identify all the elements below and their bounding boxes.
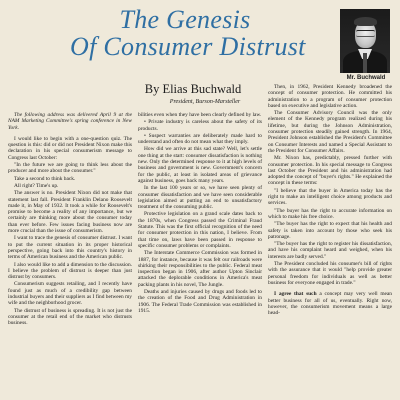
paragraph: • Suspect warranties are deliberately made hard to understand and often do not mean what they imply. <box>138 132 262 146</box>
byline: By Elias Buchwald <box>144 82 242 96</box>
paragraph-lead-in: I agree that such <box>274 291 317 298</box>
paragraph: The President concluded his consumer's bill of rights with the assurance that it would "help provide greater personal freedom for individuals as well as better business for everyone engaged in trade." <box>268 261 392 286</box>
paragraph: "In the future we are going to think less about the producer and more about the consumer." <box>8 162 132 175</box>
paragraph: All right? Time's up. <box>14 182 59 189</box>
paragraph: The distrust of business is spreading. It is not just the consumer at the retail end of the market who distrusts business. <box>8 307 132 327</box>
paragraph: I want to trace the genesis of consumer distrust. I want to put the current situation in its proper historical perspective, going back into this country's history in terms of American business and the American public. <box>8 235 132 261</box>
paragraph: The Interstate Commerce Commission was formed in 1887, for instance, because it was felt our railroads were shirking their responsibilities to the public. Federal meat inspection began in 1906, after author Upton Sinclair attacked the deplorable conditions in America's meat packing plants in his novel, The Jungle. <box>138 250 262 288</box>
paragraph: "The buyer has the right to accurate information on which to make his free choice. <box>268 207 392 220</box>
paragraph: bilities even when they have been clearly defined by law. <box>138 112 262 118</box>
title-line-1: The Genesis <box>119 5 251 34</box>
paragraph: Deaths and injuries caused by drugs and foods led to the creation of the Food and Drug Administration in 1906. The Federal Trade Commission was established in 1915. <box>138 289 262 314</box>
text-column-1 <box>8 112 132 327</box>
paragraph: "The buyer has the right to expect that his health and safety is taken into account by those who seek his patronage. <box>268 221 392 240</box>
text-column-2 <box>138 112 262 314</box>
paragraph: Take a second to think back. <box>14 175 76 182</box>
paragraph: • Private industry is careless about the safety of its products. <box>138 119 262 132</box>
article-title <box>70 5 306 61</box>
paragraph: Mr. Nixon has, predictably, pressed further with consumer protection. In his special message to Congress last October the President and his administration had adopted the concept of "buyer's rights." He explained the concept in these terms: <box>268 155 392 187</box>
author-photo <box>340 9 390 73</box>
title-line-2: Of Consumer Distrust <box>70 32 306 61</box>
paragraph: "The buyer has the right to register his dissatisfaction, and have his complaint heard and weighed, when his interests are badly served." <box>268 241 392 260</box>
author-affiliation: President, Burson-Marsteller <box>169 99 241 105</box>
paragraph: The following address was delivered April 9 at the NAM Marketing Committee's spring conference in New York. <box>8 112 132 131</box>
text-column-3 <box>268 84 392 316</box>
paragraph: The Consumer Advisory Council was the only element of the Kennedy program realized during his lifetime, but during the Johnson Administration, consumer protection steadily gained strength. In 1964, President Johnson established the President's Committee on Consumer Interests and named a Special Assistant to the President for Consumer Affairs. <box>268 110 392 154</box>
paragraph: I also would like to add a dimension to the discussion. I believe the problem of distrust is deeper than just distrust by consumers. <box>8 261 132 281</box>
paragraph: Protective legislation on a grand scale dates back to the 1870s, when Congress passed the Criminal Fraud Statute. This was the first official recognition of the need for consumer protection in this nation, I believe. From that time on, laws have been passed in response to specific consumer problems or complaints. <box>138 211 262 249</box>
paragraph: I would like to begin with a one-question quiz. The question is this: did or did not President Nixon make this declaration in his special consumerism message to Congress last October: <box>8 135 132 161</box>
paragraph-text: a concept may very well mean better business for all of us, eventually. Right now, however, the consumerism movement means a large head- <box>268 291 392 317</box>
photo-caption: Mr. Buchwald <box>346 75 386 81</box>
paragraph: Then, in 1962, President Kennedy broadened the concept of consumer protection. He committed his administration to a program of consumer protection based on executive and legislative action. <box>268 84 392 109</box>
paragraph: Consumerism suggests retailing, and I recently have found just as much of a credibility gap between industrial buyers and their suppliers as I find between my wife and the neighborhood grocer. <box>8 281 132 307</box>
paragraph: The answer is no. President Nixon did not make that statement last fall. President Franklin Delano Roosevelt made it, in May of 1932. It took a while for Roosevelt's promise to become a reality of any importance, but we certainly are thinking more about the consumer today than ever before. Few issues facing business now are more crucial than the issue of consumerism. <box>8 190 132 235</box>
paragraph: How did we arrive at this sad state? Well, let's settle one thing at the start: consumer dissatisfaction is nothing new. Only the determined response to it at high levels of business and government is new. Government's concern for the public, at least in isolated areas of grievance against business, goes back many years. <box>138 146 262 184</box>
paragraph: In the last 100 years or so, we have seen plenty of consumer dissatisfaction and we have seen considerable legislation aimed at putting an end to unsatisfactory treatment of the consuming public. <box>138 185 262 211</box>
paragraph <box>268 291 392 316</box>
paragraph: "I believe that the buyer in America today has the right to make an intelligent choice among products and services. <box>268 187 392 207</box>
